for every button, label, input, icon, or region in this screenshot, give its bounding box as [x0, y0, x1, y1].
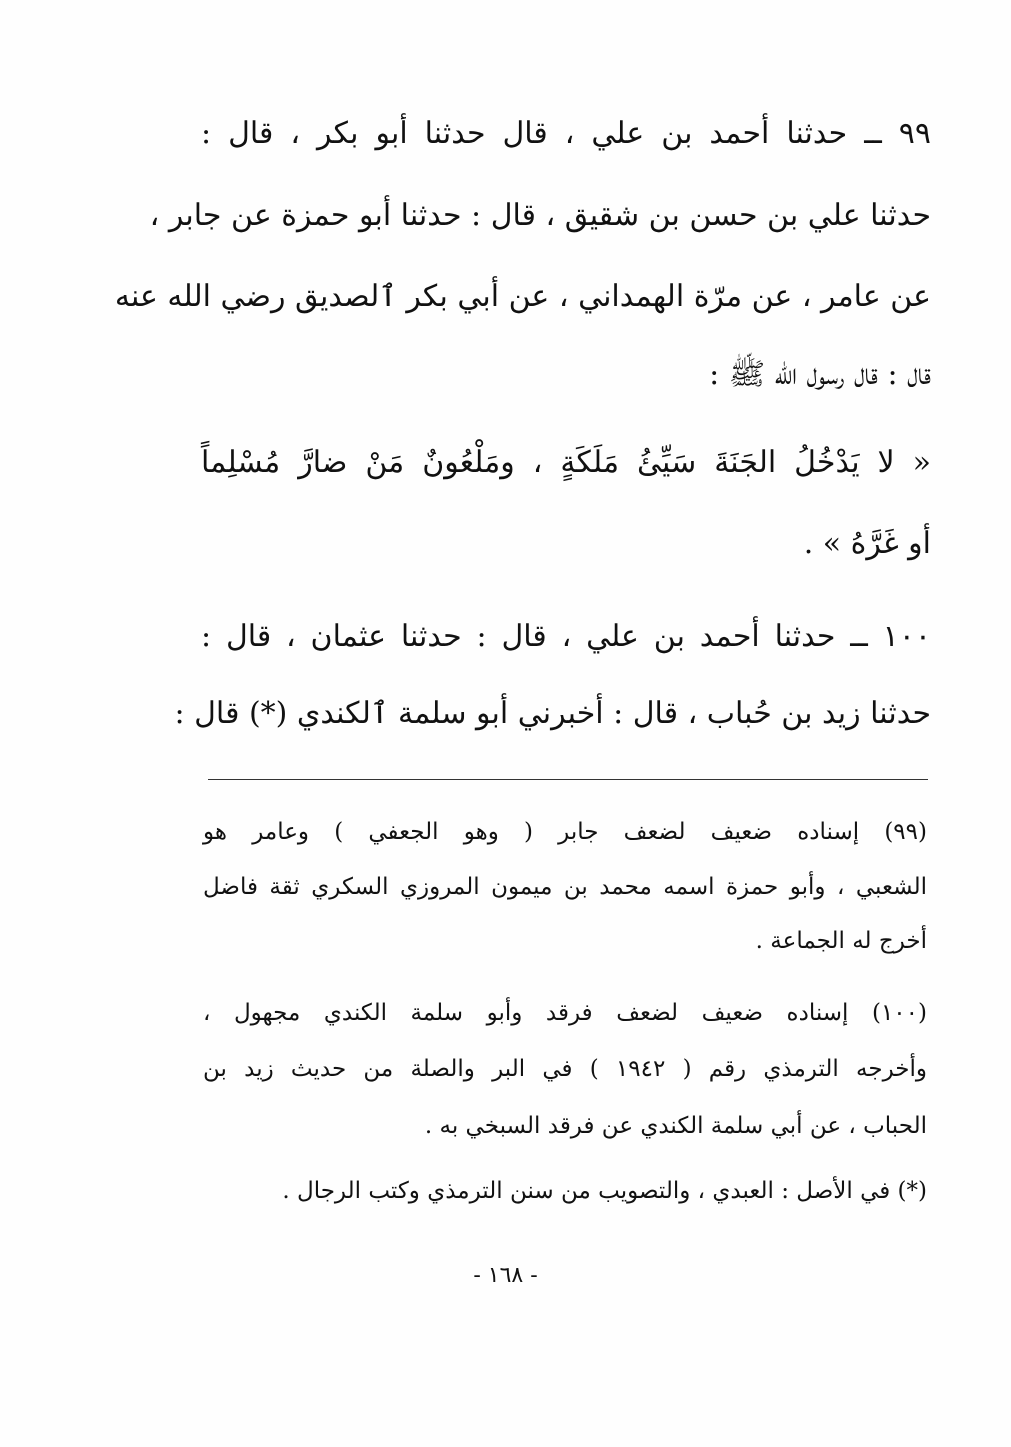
footnote-99-line-2: الشعبي ، وأبو حمزة اسمه محمد بن ميمون المروزي السكري ثقة فاضل — [203, 874, 927, 900]
hadith-99-line-1: ٩٩ ــ حدثنا أحمد بن علي ، قال حدثنا أبو بكر ، قال : — [201, 116, 931, 151]
page-number: - ١٦٨ - — [473, 1263, 538, 1288]
hadith-100-line-2: حدثنا زيد بن حُباب ، قال : أخبرني أبو سلمة ٱلكندي (*) قال : — [174, 696, 931, 731]
footnote-separator — [208, 779, 928, 780]
footnote-100-line-3: الحباب ، عن أبي سلمة الكندي عن فرقد السبخي به . — [424, 1113, 927, 1139]
hadith-99-line-3: عن عامر ، عن مرّة الهمداني ، عن أبي بكر ٱلصديق رضي الله عنه — [114, 279, 931, 314]
footnote-100-line-1: (١٠٠) إسناده ضعيف لضعف فرقد وأبو سلمة الكندي مجهول ، — [203, 1000, 927, 1026]
footnote-100-line-2: وأخرجه الترمذي رقم ( ١٩٤٢ ) في البر والصلة من حديث زيد بن — [203, 1056, 927, 1082]
footnote-99-line-1: (٩٩) إسناده ضعيف لضعف جابر ( وهو الجعفي ) وعامر هو — [203, 819, 927, 845]
hadith-99-line-2: حدثنا علي بن حسن بن شقيق ، قال : حدثنا أبو حمزة عن جابر ، — [149, 198, 931, 233]
hadith-100-line-1: ١٠٠ ــ حدثنا أحمد بن علي ، قال : حدثنا عثمان ، قال : — [201, 619, 931, 654]
hadith-99-line-4: قال : قال رسول الله ﷺ : — [709, 357, 931, 392]
footnote-star: (*) في الأصل : العبدي ، والتصويب من سنن الترمذي وكتب الرجال . — [282, 1178, 927, 1204]
hadith-99-text-line-2: أو غَرَّهُ » . — [803, 526, 931, 561]
hadith-99-text-line-1: « لا يَدْخُلُ الجَنَةَ سَيِّئُ مَلَكَةٍ ، ومَلْعُونٌ مَنْ ضارَّ مُسْلِماً — [201, 445, 931, 480]
footnote-99-line-3: أخرج له الجماعة . — [755, 928, 927, 954]
